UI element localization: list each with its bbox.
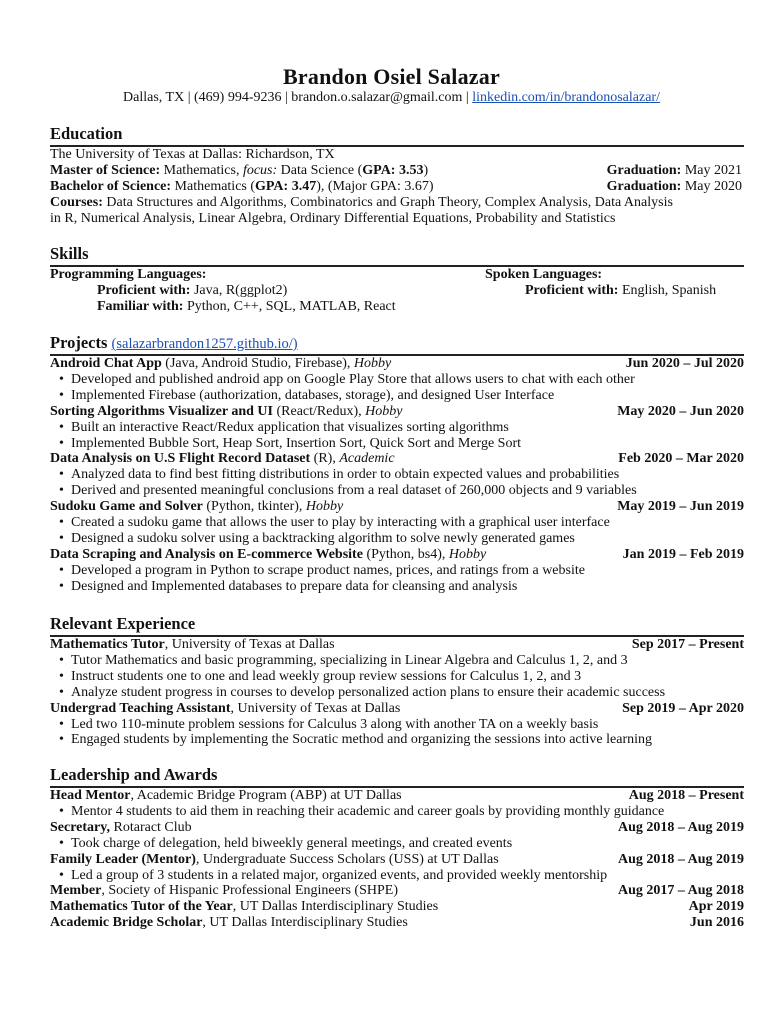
role-bullet: • Instruct students one to one and lead weekly group review sessions for Calculus 1, 2, and 3 [50,669,744,685]
role-date: Sep 2019 – Apr 2020 [622,700,744,716]
project-entry: Android Chat App (Java, Android Studio, Firebase), Hobby Jun 2020 – Jul 2020 [50,356,744,371]
project-name: Android Chat App [50,356,162,371]
leadership-entry: Academic Bridge Scholar, UT Dallas Interdisciplinary Studies Jun 2016 [50,915,744,931]
projects-heading: Projects (salazarbrandon1257.github.io/) [50,333,298,352]
school-line: The University of Texas at Dallas: Richardson, TX [50,147,335,162]
projects-list [50,356,744,595]
project-name: Data Analysis on U.S Flight Record Dataset [50,451,311,467]
leadership-section [50,765,744,931]
project-bullet: • Analyzed data to find best fitting distributions in order to obtain expected values and probabilities [50,467,744,483]
degree-ms: Master of Science: Mathematics, focus: Data Science (GPA: 3.53) Graduation: May 2021 [50,162,742,178]
role-date: Apr 2019 [688,899,744,915]
skills-section [50,244,744,315]
project-entry: Data Scraping and Analysis on E-commerce Website (Python, bs4), Hobby Jan 2019 – Feb 2019 [50,546,744,562]
leadership-entry: Mathematics Tutor of the Year, UT Dallas Interdisciplinary Studies Apr 2019 [50,899,744,915]
project-entry: Data Analysis on U.S Flight Record Dataset (R), Academic Feb 2020 – Mar 2020 [50,451,744,467]
project-date: May 2019 – Jun 2019 [617,499,744,515]
project-entry: Sudoku Game and Solver (Python, tkinter), Hobby May 2019 – Jun 2019 [50,499,744,515]
project-bullet: • Implemented Bubble Sort, Heap Sort, Insertion Sort, Quick Sort and Merge Sort [50,436,744,452]
degree-bs: Bachelor of Science: Mathematics (GPA: 3.47), (Major GPA: 3.67) Graduation: May 2020 [50,178,742,194]
role-title: Member [50,883,102,899]
leadership-entry: Member, Society of Hispanic Professional Engineers (SHPE) Aug 2017 – Aug 2018 [50,883,744,899]
candidate-name: Brandon Osiel Salazar [283,64,500,89]
role-date: Aug 2018 – Aug 2019 [617,851,744,867]
project-date: Jan 2019 – Feb 2019 [622,546,744,562]
contact-line [0,90,783,106]
skills-body [50,267,744,315]
project-name: Sorting Algorithms Visualizer and UI [50,403,273,419]
project-date: Feb 2020 – Mar 2020 [618,451,744,467]
role-bullet: • Analyze student progress in courses to develop personalized action plans to ensure their academic success [50,685,744,701]
role-date: Sep 2017 – Present [631,637,744,652]
experience-heading: Relevant Experience [50,614,196,633]
role-title: Mathematics Tutor [50,637,165,652]
project-date: May 2020 – Jun 2020 [617,403,744,419]
role-date: Aug 2017 – Aug 2018 [617,883,744,899]
role-title: Mathematics Tutor of the Year [50,899,233,915]
leadership-entry: Head Mentor, Academic Bridge Program (ABP) at UT Dallas Aug 2018 – Present [50,788,744,803]
role-title: Secretary, [50,819,110,835]
experience-list [50,637,744,748]
courses-line: Courses: Data Structures and Algorithms, Combinatorics and Graph Theory, Complex Analysis, Data Analysis [50,194,673,210]
experience-entry: Undergrad Teaching Assistant, University of Texas at Dallas Sep 2019 – Apr 2020 [50,700,744,716]
leadership-list [50,788,744,931]
education-heading: Education [50,124,123,143]
role-bullet: • Led two 110-minute problem sessions for Calculus 3 along with another TA on a weekly basis [50,717,744,733]
role-bullet: • Took charge of delegation, held biweekly general meetings, and created events [50,836,744,852]
role-bullet: • Mentor 4 students to aid them in reaching their academic and career goals by providing monthly guidance [50,804,744,820]
project-entry: Sorting Algorithms Visualizer and UI (React/Redux), Hobby May 2020 – Jun 2020 [50,403,744,419]
role-title: Academic Bridge Scholar [50,915,203,931]
skills-heading: Skills [50,244,89,263]
role-title: Family Leader (Mentor) [50,851,196,867]
project-bullet: • Derived and presented meaningful conclusions from a real dataset of 260,000 objects and 9 variables [50,483,744,499]
role-bullet: • Led a group of 3 students in a related major, organized events, and provided weekly mentorship [50,868,744,884]
project-bullet: • Designed and Implemented databases to prepare data for cleansing and analysis [50,579,744,595]
linkedin-link[interactable]: linkedin.com/in/brandonosalazar/ [472,90,660,105]
portfolio-link[interactable]: (salazarbrandon1257.github.io/) [111,336,298,352]
experience-section [50,614,744,748]
spoken-languages: Spoken Languages: Proficient with: English, Spanish [485,267,717,298]
project-bullet: • Created a sudoku game that allows the user to play by interacting with a graphical user interface [50,515,744,531]
leadership-entry: Secretary, Rotaract Club Aug 2018 – Aug 2019 [50,819,744,835]
project-bullet: • Developed and published android app on Google Play Store that allows users to chat with each other [50,372,744,388]
education-section [50,124,744,227]
programming-languages: Programming Languages: Proficient with: Java, R(ggplot2) Familiar with: Python, C++, SQL, MATLAB, React [50,267,396,314]
role-date: Jun 2016 [689,915,744,931]
project-bullet: • Implemented Firebase (authorization, databases, storage), and designed User Interface [50,388,744,404]
role-date: Aug 2018 – Present [628,788,744,803]
project-bullet: • Developed a program in Python to scrape product names, prices, and ratings from a website [50,563,744,579]
role-title: Undergrad Teaching Assistant [50,700,231,716]
leadership-heading: Leadership and Awards [50,765,218,784]
project-name: Data Scraping and Analysis on E-commerce Website [50,546,363,562]
experience-entry: Mathematics Tutor, University of Texas at Dallas Sep 2017 – Present [50,637,744,652]
project-bullet: • Designed a sudoku solver using a backtracking algorithm to solve newly generated games [50,531,744,547]
contact-details: Dallas, TX | (469) 994-9236 | brandon.o.salazar@gmail.com | [123,90,473,105]
leadership-entry: Family Leader (Mentor), Undergraduate Success Scholars (USS) at UT Dallas Aug 2018 – Aug 2019 [50,851,744,867]
project-bullet: • Built an interactive React/Redux application that visualizes sorting algorithms [50,420,744,436]
role-date: Aug 2018 – Aug 2019 [617,819,744,835]
role-title: Head Mentor [50,788,131,803]
project-name: Sudoku Game and Solver [50,499,203,515]
project-date: Jun 2020 – Jul 2020 [625,356,744,371]
projects-section [50,333,744,595]
courses-line-2: in R, Numerical Analysis, Linear Algebra, Ordinary Differential Equations, Probability and Statistics [50,210,616,226]
role-bullet: • Engaged students by implementing the Socratic method and organizing the sessions into active learning [50,732,744,748]
role-bullet: • Tutor Mathematics and basic programming, specializing in Linear Algebra and Calculus 1, 2, and 3 [50,653,744,669]
